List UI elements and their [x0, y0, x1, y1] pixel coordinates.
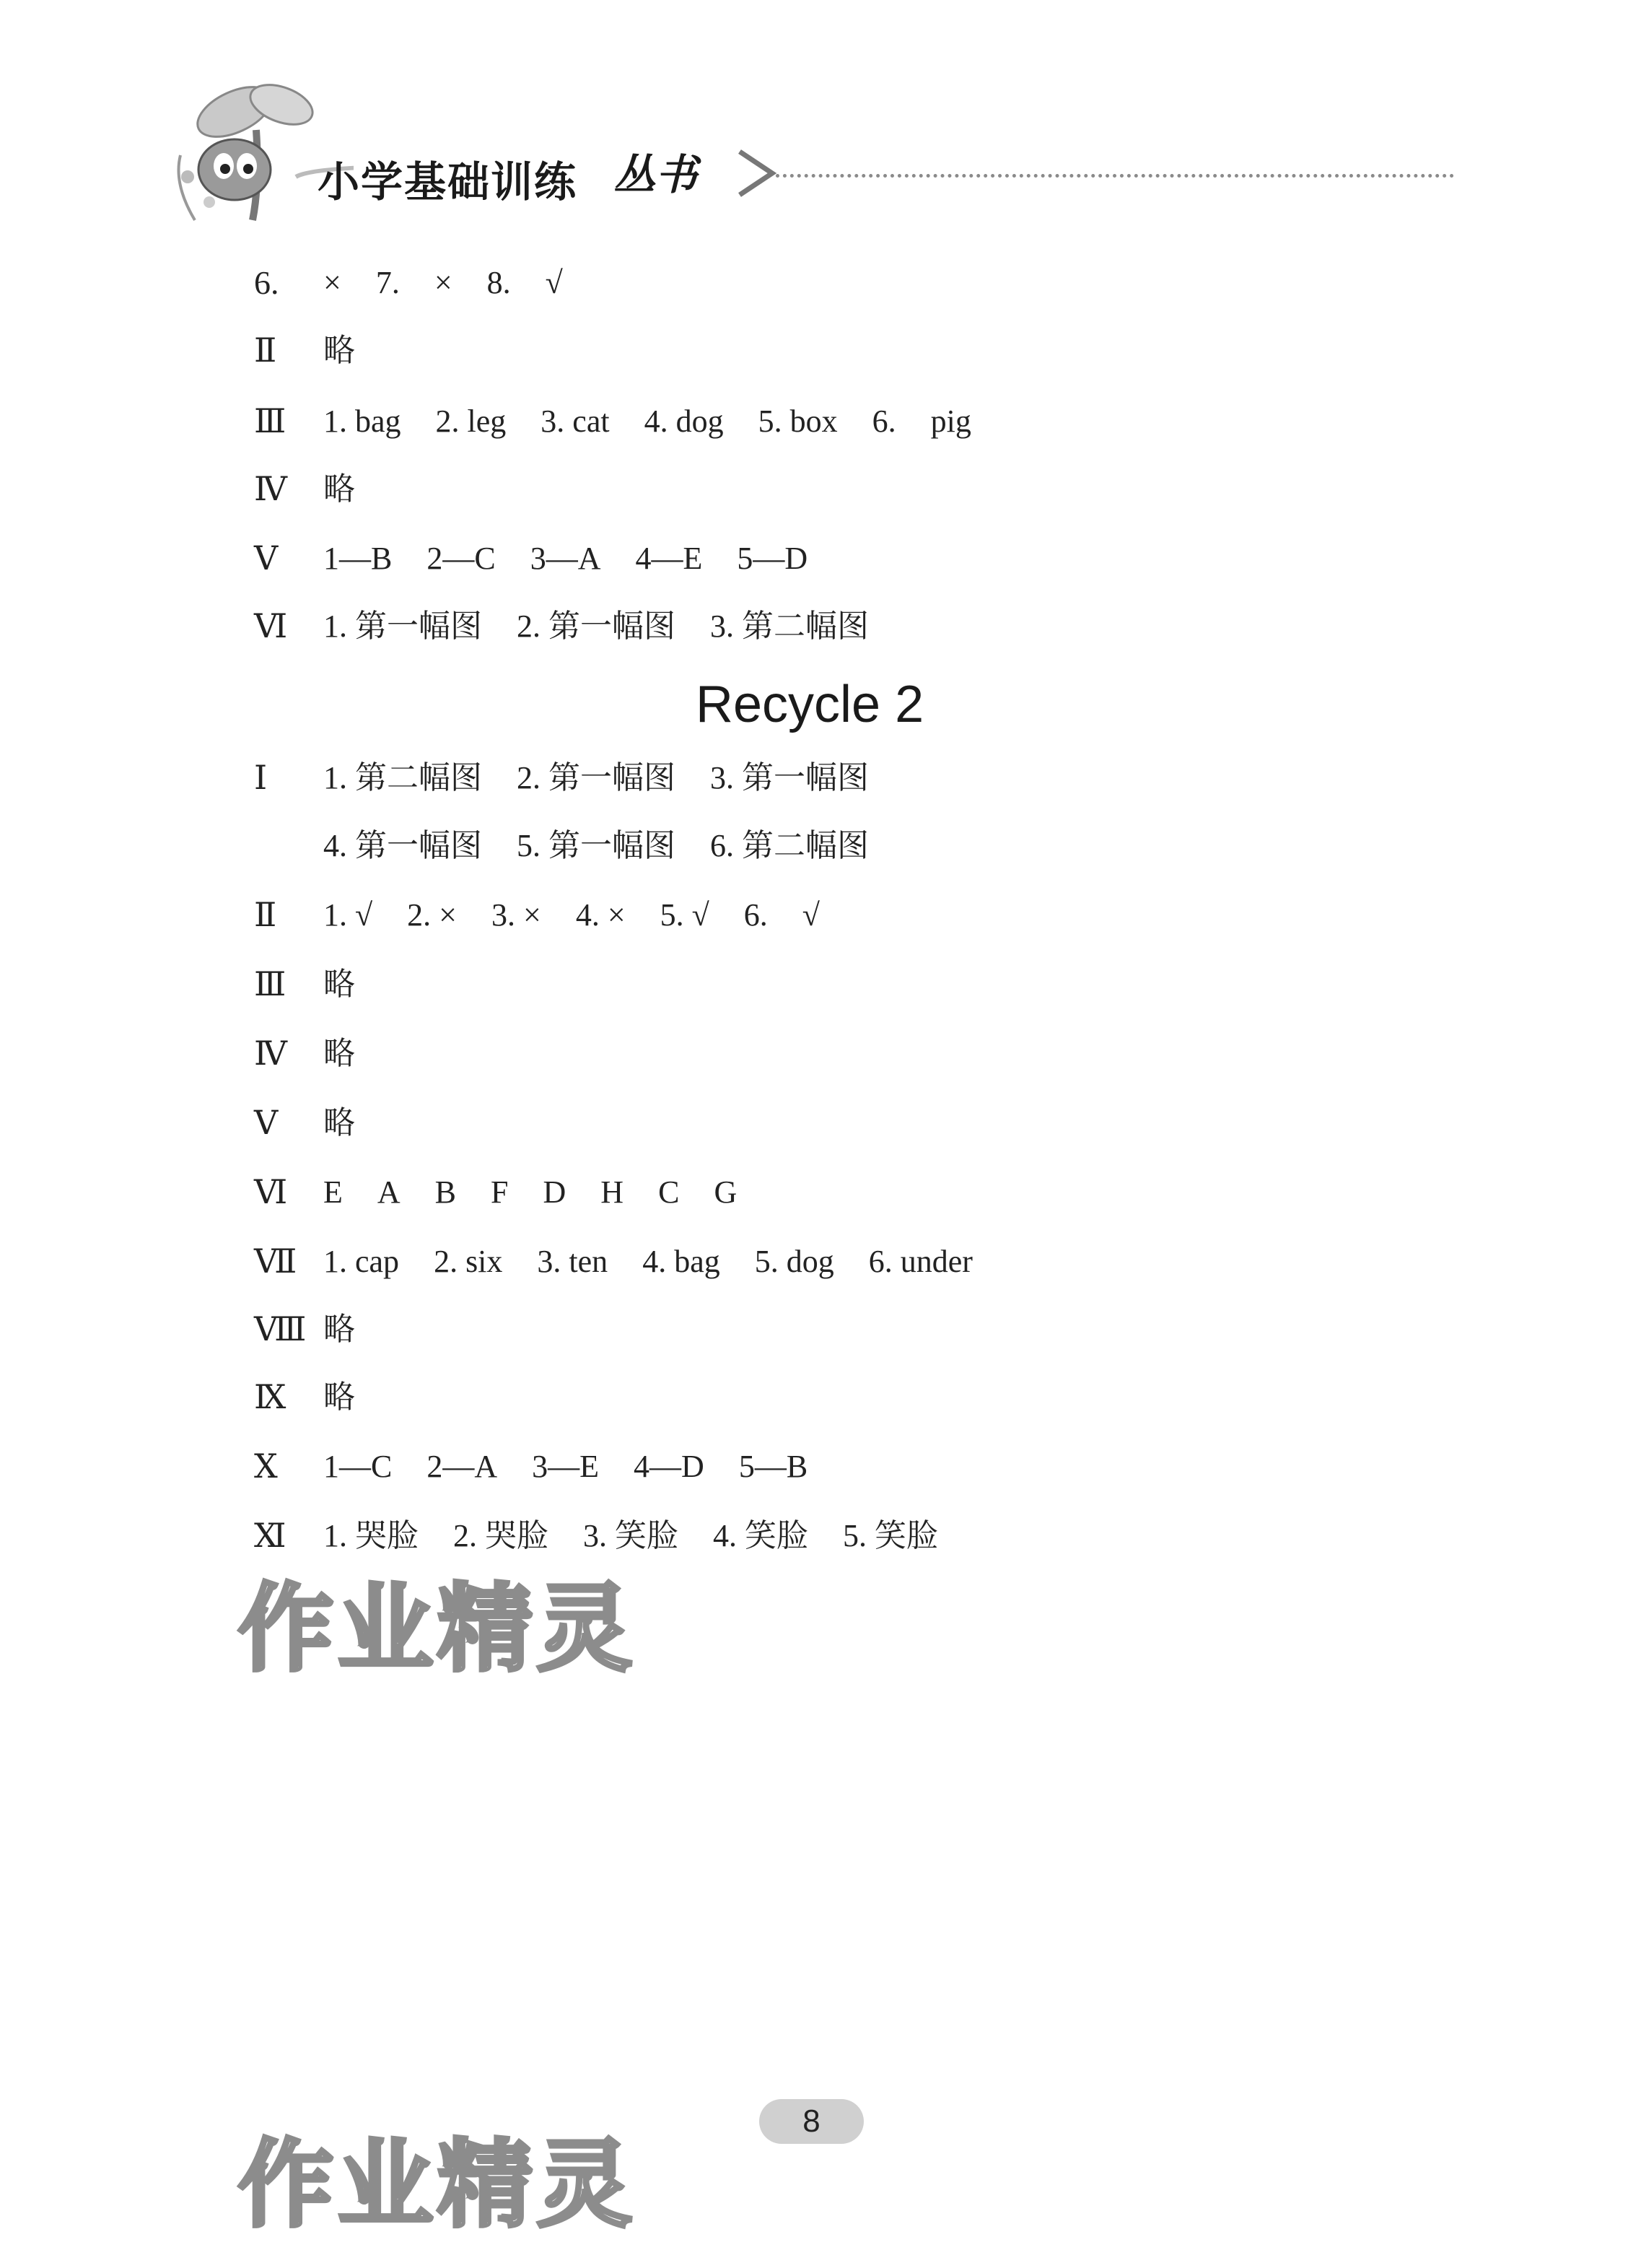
answer-item: 8. — [486, 265, 511, 300]
answer-item: 2. 第一幅图 — [517, 609, 675, 644]
answer-items — [323, 605, 903, 648]
answer-item: 5. dog — [754, 1244, 834, 1279]
answer-item: F — [491, 1174, 509, 1210]
question-number: Ⅵ — [254, 1174, 288, 1211]
answer-item: 3. cat — [541, 404, 610, 439]
header-dotted-rule — [776, 174, 1454, 178]
answer-item: E — [323, 1174, 343, 1210]
answer-item: 略 — [323, 333, 355, 368]
question-number: Ⅱ — [254, 332, 277, 369]
answer-items — [323, 261, 598, 305]
answer-items — [323, 1308, 390, 1351]
answer-items — [323, 963, 390, 1006]
answer-item: H — [600, 1174, 624, 1210]
answer-item: 2. 哭脸 — [453, 1518, 548, 1553]
answer-items — [323, 824, 903, 868]
answer-item: 略 — [323, 967, 355, 1002]
page-number: 8 — [759, 2099, 864, 2144]
answer-item: √ — [545, 265, 563, 300]
answer-item: B — [434, 1174, 457, 1210]
answer-items — [323, 756, 903, 800]
series-suffix: 丛书 — [613, 150, 698, 199]
answer-item: 3. × — [491, 897, 541, 933]
answer-item: 4. bag — [642, 1244, 720, 1279]
answer-items — [323, 1376, 390, 1419]
answer-item: 1. √ — [323, 897, 373, 933]
question-number: 6. — [254, 264, 279, 301]
question-number: Ⅱ — [254, 897, 277, 933]
series-title: 小学基础训练 — [318, 157, 578, 206]
watermark-logo: 作业精灵 — [238, 1574, 636, 1685]
answer-item: 6. — [872, 404, 896, 439]
question-number: Ⅷ — [254, 1311, 307, 1348]
question-number: Ⅺ — [254, 1517, 286, 1554]
answer-item: √ — [802, 897, 820, 933]
page-header — [166, 69, 1458, 242]
answer-item: 5. 笑脸 — [843, 1518, 938, 1553]
question-number: Ⅳ — [254, 1035, 287, 1072]
answer-item: 略 — [323, 1036, 355, 1071]
answer-item: 略 — [323, 1105, 355, 1140]
answer-item: 1. cap — [323, 1244, 400, 1279]
section-title: Recycle 2 — [696, 676, 924, 733]
answer-item: 3—A — [530, 541, 601, 576]
answer-item: G — [714, 1174, 738, 1210]
question-number: Ⅲ — [254, 966, 286, 1003]
question-number: Ⅶ — [254, 1243, 297, 1280]
answer-item: A — [377, 1174, 401, 1210]
answer-item: 3. 笑脸 — [583, 1518, 678, 1553]
answer-item: 3—E — [532, 1449, 600, 1484]
watermark-logo: 作业精灵 — [238, 2129, 636, 2241]
answer-item: 1. bag — [323, 404, 401, 439]
answer-items — [323, 1240, 1007, 1283]
answer-item: 1—C — [323, 1449, 393, 1484]
answer-item: 1. 第二幅图 — [323, 760, 482, 795]
answer-item: 2—A — [426, 1449, 498, 1484]
question-number: Ⅵ — [254, 608, 288, 645]
answer-item: 2. leg — [435, 404, 507, 439]
question-number: Ⅸ — [254, 1379, 286, 1416]
answer-item: 5. 第一幅图 — [517, 828, 675, 863]
answer-item: 6. 第二幅图 — [710, 828, 869, 863]
answer-item: 1. 第一幅图 — [323, 609, 482, 644]
answer-item: 3. 第一幅图 — [710, 760, 869, 795]
question-number: Ⅰ — [254, 759, 268, 796]
answer-item: 2—C — [426, 541, 496, 576]
answer-item: C — [658, 1174, 680, 1210]
answer-items — [323, 1171, 771, 1214]
answer-item: 1. 哭脸 — [323, 1518, 419, 1553]
answer-items — [323, 1445, 842, 1488]
answer-item: 4—E — [635, 541, 703, 576]
answer-item: 略 — [323, 1312, 355, 1347]
answer-item: 2. six — [434, 1244, 503, 1279]
answer-item: 4. dog — [644, 404, 724, 439]
answer-item: 3. ten — [537, 1244, 608, 1279]
answer-item: 4. × — [575, 897, 626, 933]
answer-item: 4. 笑脸 — [713, 1518, 808, 1553]
answer-item: 略 — [323, 1379, 355, 1415]
answer-item: 5. √ — [660, 897, 709, 933]
answer-items — [323, 537, 842, 580]
answer-items — [323, 1032, 390, 1076]
answer-items — [323, 468, 390, 511]
answer-item: × — [323, 265, 341, 300]
answer-item: 1—B — [323, 541, 393, 576]
answer-items — [323, 1102, 390, 1145]
answer-item: pig — [930, 404, 971, 439]
answer-items — [323, 400, 1006, 443]
answer-item: × — [434, 265, 452, 300]
answer-item: 5. box — [758, 404, 838, 439]
question-number: Ⅹ — [254, 1448, 278, 1485]
answer-item: 略 — [323, 471, 355, 507]
answer-item: 2. 第一幅图 — [517, 760, 675, 795]
question-number: Ⅴ — [254, 540, 279, 577]
question-number: Ⅴ — [254, 1104, 279, 1141]
answer-items — [323, 329, 390, 372]
answer-item: 6. under — [868, 1244, 973, 1279]
answer-item: 6. — [743, 897, 768, 933]
answer-item: 2. × — [407, 897, 457, 933]
answer-items — [323, 894, 854, 937]
answer-item: 4—D — [634, 1449, 704, 1484]
arrow-icon — [736, 148, 779, 199]
question-number: Ⅳ — [254, 471, 287, 507]
answer-item: D — [543, 1174, 566, 1210]
answer-item: 7. — [375, 265, 400, 300]
question-number: Ⅲ — [254, 403, 286, 440]
answer-item: 5—B — [738, 1449, 808, 1484]
answer-item: 4. 第一幅图 — [323, 828, 482, 863]
answer-items — [323, 1514, 973, 1558]
answer-item: 3. 第二幅图 — [710, 609, 869, 644]
answer-item: 5—D — [737, 541, 808, 576]
